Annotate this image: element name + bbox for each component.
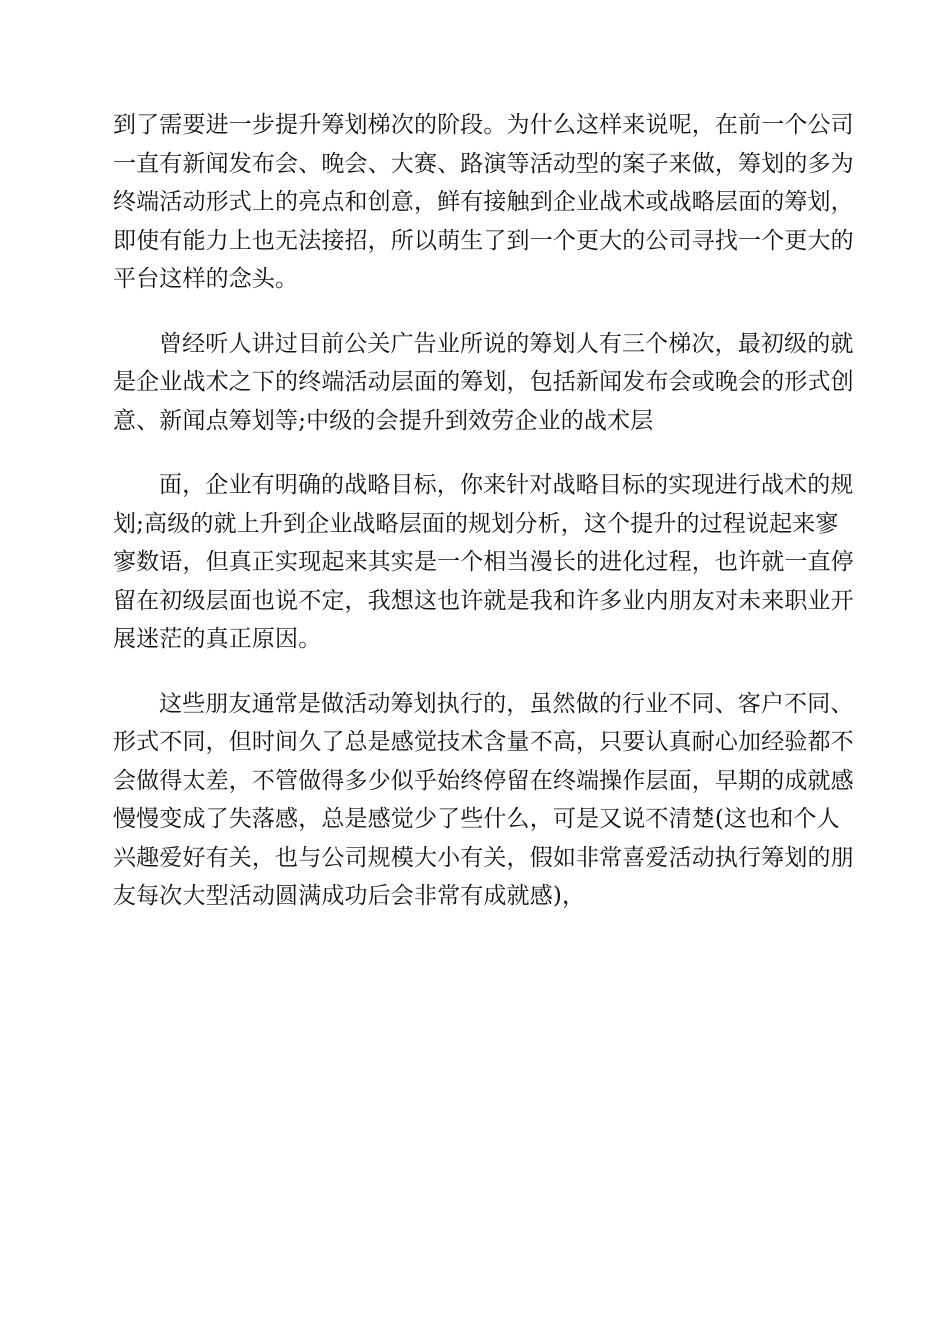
paragraph-1 [113, 106, 854, 299]
text-line: 是企业战术之下的终端活动层面的筹划，包括新闻发布会或晚会的形式创 [113, 369, 854, 395]
text-line: 形式不同，但时间久了总是感觉技术含量不高，只要认真耐心加经验都不 [113, 729, 854, 755]
text-line: 友每次大型活动圆满成功后会非常有成就感)， [113, 883, 586, 909]
text-line: 展迷茫的真正原因。 [113, 626, 322, 652]
text-line: 到了需要进一步提升筹划梯次的阶段。为什么这样来说呢，在前一个公司 [113, 112, 854, 138]
text-line: 意、新闻点筹划等;中级的会提升到效劳企业的战术层 [113, 407, 654, 434]
text-line: 寥数语，但真正实现起来其实是一个相当漫长的进化过程，也许就一直停 [113, 549, 854, 575]
paragraph-spacer [113, 440, 833, 466]
paragraph-spacer [113, 299, 833, 325]
text-line: 会做得太差，不管做得多少似乎始终停留在终端操作层面，早期的成就感 [113, 767, 854, 794]
text-line: 面，企业有明确的战略目标，你来针对战略目标的实现进行战术的规 [159, 472, 854, 498]
text-line: 曾经听人讲过目前公关广告业所说的筹划人有三个梯次，最初级的就 [159, 330, 854, 357]
text-line: 这些朋友通常是做活动筹划执行的，虽然做的行业不同、客户不同、 [159, 690, 854, 717]
text-line: 即使有能力上也无法接招，所以萌生了到一个更大的公司寻找一个更大的 [113, 227, 854, 254]
text-line: 终端活动形式上的亮点和创意，鲜有接触到企业战术或战略层面的筹划， [113, 189, 854, 215]
text-line: 划;高级的就上升到企业战略层面的规划分析，这个提升的过程说起来寥 [113, 510, 839, 537]
paragraph-2 [113, 325, 854, 441]
paragraph-3 [113, 466, 854, 659]
document-body [113, 106, 854, 916]
text-line: 平台这样的念头。 [113, 266, 299, 292]
text-line: 留在初级层面也说不定，我想这也许就是我和许多业内朋友对未来职业开 [113, 587, 854, 614]
text-line: 慢慢变成了失落感，总是感觉少了些什么，可是又说不清楚(这也和个人 [113, 806, 840, 832]
text-line: 一直有新闻发布会、晚会、大赛、路演等活动型的案子来做，筹划的多为 [113, 150, 854, 177]
paragraph-4 [113, 685, 854, 916]
paragraph-spacer [113, 659, 833, 685]
text-line: 兴趣爱好有关，也与公司规模大小有关，假如非常喜爱活动执行筹划的朋 [113, 844, 854, 871]
